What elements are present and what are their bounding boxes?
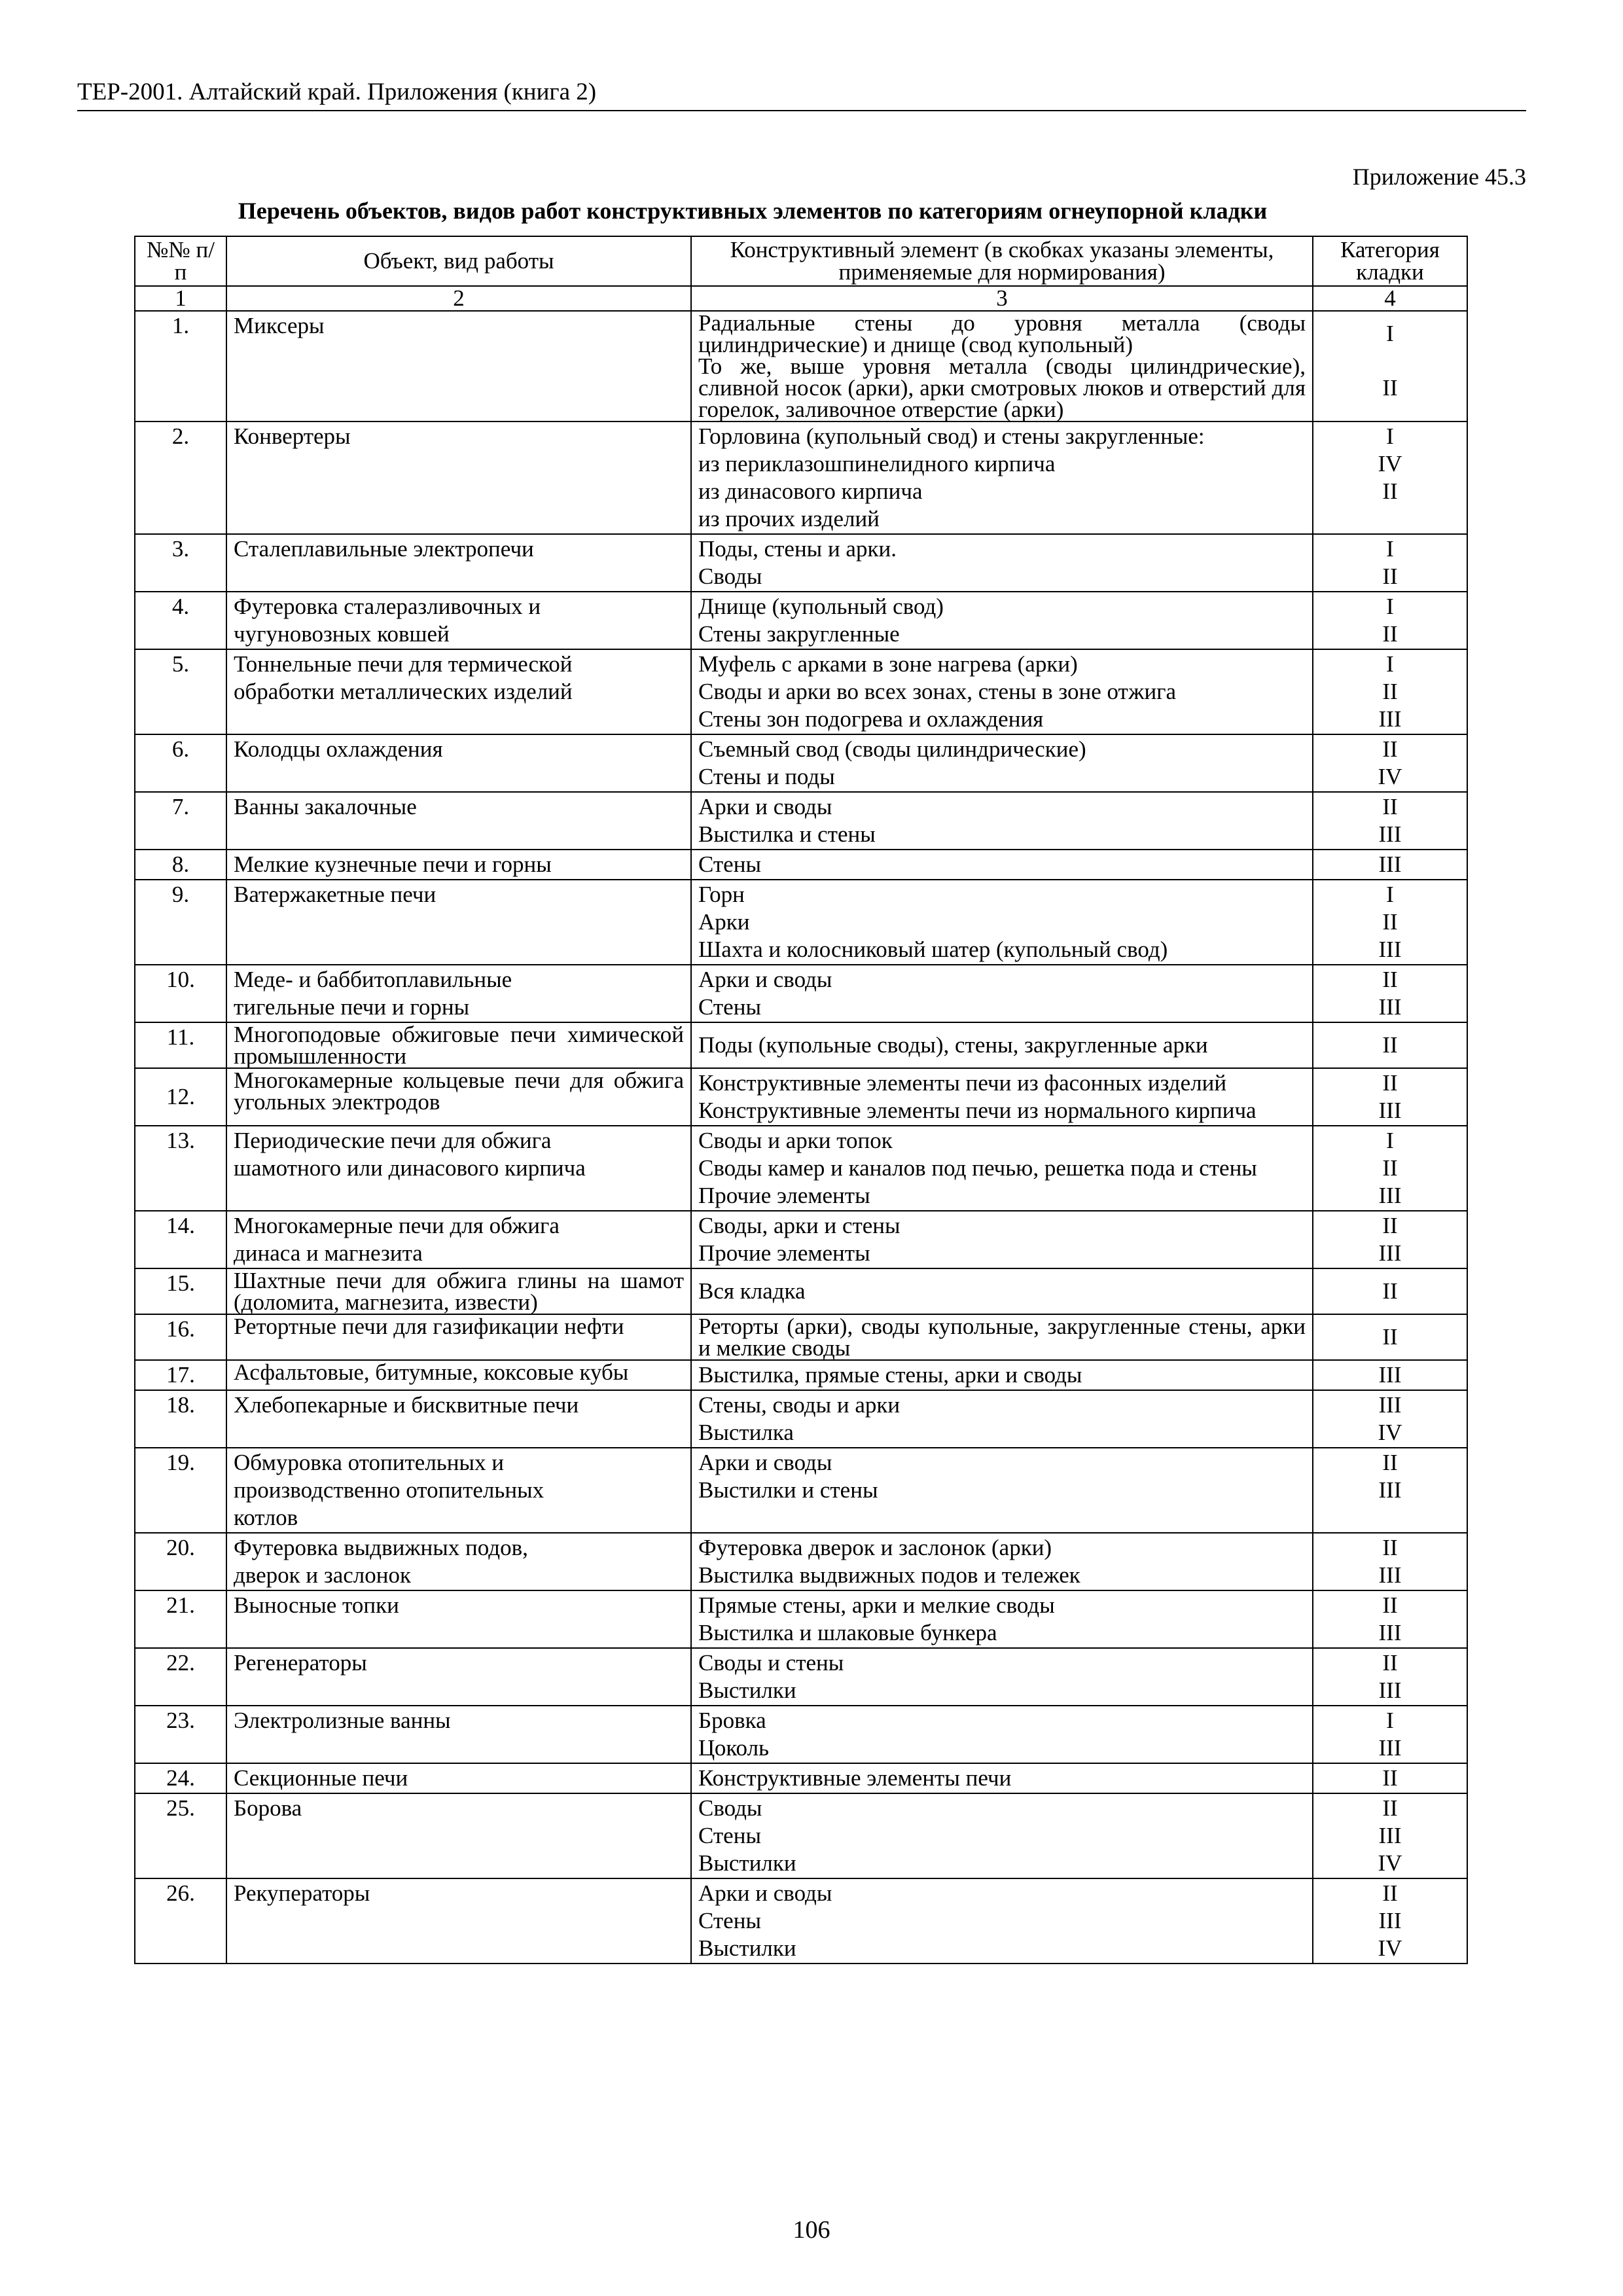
category-value: II	[1382, 1032, 1398, 1058]
category-value: II	[1382, 1535, 1398, 1560]
table-row	[135, 880, 1467, 965]
element-cell	[691, 1793, 1313, 1878]
element-cell	[691, 534, 1313, 592]
object-cell	[226, 1763, 691, 1793]
object-cell	[226, 1022, 691, 1068]
element-cell	[691, 1878, 1313, 1964]
row-number: 21.	[135, 1590, 226, 1648]
element-text: То же, выше уровня металла (своды цилиндрические), сливной носок (арки), арки смотровых люков и отверстий для горелок, заливочное отверстие (арки)	[698, 353, 1306, 422]
element-text: Поды (купольные своды), стены, закругленные арки	[698, 1032, 1208, 1058]
object-text: обработки металлических изделий	[234, 679, 573, 704]
object-text: Тоннельные печи для термической	[234, 651, 573, 677]
element-text: Своды камер и каналов под печью, решетка пода и стены	[698, 1155, 1257, 1181]
category-value: II	[1382, 1880, 1398, 1906]
category-value: III	[1378, 1562, 1402, 1588]
object-text: Многоподовые обжиговые печи химической промышленности	[234, 1022, 684, 1069]
element-text: Стены	[698, 1908, 761, 1933]
row-number: 6.	[135, 734, 226, 792]
category-cell	[1313, 1793, 1467, 1878]
header-num: №№ п/п	[135, 236, 226, 286]
element-text: Арки	[698, 909, 750, 935]
element-text: Реторты (арки), своды купольные, закругленные стены, арки и мелкие своды	[698, 1314, 1306, 1361]
table-row	[135, 311, 1467, 422]
table-row	[135, 422, 1467, 534]
element-text: Прочие элементы	[698, 1183, 870, 1208]
element-text: Выстилки	[698, 1850, 796, 1876]
element-text: Стены и поды	[698, 764, 835, 789]
category-cell	[1313, 592, 1467, 649]
table-body	[135, 311, 1467, 1964]
object-text: Ретортные печи для газификации нефти	[234, 1314, 624, 1339]
category-value: IV	[1378, 764, 1402, 789]
header-category: Категория кладки	[1313, 236, 1467, 286]
category-value: IV	[1378, 1935, 1402, 1961]
table-row	[135, 1793, 1467, 1878]
object-text: Борова	[234, 1795, 302, 1821]
category-value: II	[1382, 1155, 1398, 1181]
element-text: Цоколь	[698, 1735, 770, 1761]
category-value: II	[1382, 794, 1398, 819]
row-number: 24.	[135, 1763, 226, 1793]
row-number: 17.	[135, 1360, 226, 1390]
category-value: III	[1378, 1677, 1402, 1703]
object-cell	[226, 1390, 691, 1448]
category-cell	[1313, 1126, 1467, 1211]
row-number: 20.	[135, 1533, 226, 1590]
table-row	[135, 1211, 1467, 1268]
element-text: из периклазошпинелидного кирпича	[698, 451, 1056, 476]
element-text: Арки и своды	[698, 1880, 832, 1906]
element-cell	[691, 311, 1313, 422]
object-cell	[226, 880, 691, 965]
element-cell	[691, 1706, 1313, 1763]
object-cell	[226, 965, 691, 1022]
object-text: Футеровка выдвижных подов,	[234, 1535, 528, 1560]
category-cell	[1313, 1533, 1467, 1590]
category-cell	[1313, 1763, 1467, 1793]
row-number: 2.	[135, 422, 226, 534]
object-text: Регенераторы	[234, 1650, 367, 1676]
element-cell	[691, 1648, 1313, 1706]
category-value: II	[1382, 1592, 1398, 1618]
category-value: III	[1378, 937, 1402, 962]
category-value: II	[1382, 1278, 1398, 1304]
category-value: II	[1382, 1324, 1398, 1350]
object-cell	[226, 1314, 691, 1360]
object-cell	[226, 534, 691, 592]
table-row	[135, 649, 1467, 734]
object-text: Конвертеры	[234, 423, 351, 449]
object-text: Периодические печи для обжига	[234, 1128, 552, 1153]
row-number: 3.	[135, 534, 226, 592]
category-value: II	[1382, 564, 1398, 589]
object-cell	[226, 1706, 691, 1763]
category-value: I	[1386, 423, 1394, 449]
element-text: Своды и арки топок	[698, 1128, 893, 1153]
element-text: Выстилка и стены	[698, 821, 876, 847]
object-cell	[226, 422, 691, 534]
category-value: II	[1382, 1795, 1398, 1821]
element-cell	[691, 1022, 1313, 1068]
element-text: Поды, стены и арки.	[698, 536, 897, 562]
row-number: 22.	[135, 1648, 226, 1706]
object-text: Рекуператоры	[234, 1880, 370, 1906]
object-cell	[226, 1878, 691, 1964]
page-number: 106	[793, 2216, 830, 2244]
row-number: 23.	[135, 1706, 226, 1763]
table-row	[135, 850, 1467, 880]
table-row	[135, 1126, 1467, 1211]
object-text: Ватержакетные печи	[234, 882, 437, 907]
category-value: II	[1382, 1450, 1398, 1475]
category-cell	[1313, 1878, 1467, 1964]
refractory-category-table	[134, 236, 1468, 1964]
element-cell	[691, 649, 1313, 734]
row-number: 1.	[135, 311, 226, 422]
object-text: Многокамерные печи для обжига	[234, 1213, 560, 1238]
table-row	[135, 792, 1467, 850]
element-cell	[691, 1268, 1313, 1314]
row-number: 13.	[135, 1126, 226, 1211]
category-cell	[1313, 1648, 1467, 1706]
header-element: Конструктивный элемент (в скобках указаны элементы, применяемые для нормирования)	[691, 236, 1313, 286]
element-text: из динасового кирпича	[698, 478, 923, 504]
object-text: Меде- и баббитоплавильные	[234, 967, 512, 992]
category-cell	[1313, 850, 1467, 880]
table-row	[135, 1022, 1467, 1068]
row-number: 15.	[135, 1268, 226, 1314]
table-row	[135, 1068, 1467, 1126]
element-text: Выстилки и стены	[698, 1477, 878, 1503]
column-number: 4	[1313, 286, 1467, 311]
element-text: Днище (купольный свод)	[698, 594, 944, 619]
category-value: II	[1382, 1650, 1398, 1676]
category-value: I	[1386, 1128, 1394, 1153]
category-value: II	[1382, 621, 1398, 647]
row-number: 8.	[135, 850, 226, 880]
element-cell	[691, 422, 1313, 534]
object-cell	[226, 311, 691, 422]
table-row	[135, 1878, 1467, 1964]
object-cell	[226, 792, 691, 850]
row-number: 5.	[135, 649, 226, 734]
row-number: 7.	[135, 792, 226, 850]
element-text: Стены закругленные	[698, 621, 900, 647]
object-cell	[226, 592, 691, 649]
row-number: 10.	[135, 965, 226, 1022]
row-number: 4.	[135, 592, 226, 649]
category-value: III	[1378, 1098, 1402, 1123]
element-text: Своды и стены	[698, 1650, 844, 1676]
object-cell	[226, 850, 691, 880]
table-row	[135, 965, 1467, 1022]
category-value: I	[1386, 1708, 1394, 1733]
table-row	[135, 1648, 1467, 1706]
category-cell	[1313, 792, 1467, 850]
object-text: котлов	[234, 1505, 298, 1530]
category-value: III	[1378, 1735, 1402, 1761]
category-cell	[1313, 734, 1467, 792]
row-number: 26.	[135, 1878, 226, 1964]
category-value: III	[1378, 1908, 1402, 1933]
element-text: Конструктивные элементы печи из фасонных изделий	[698, 1070, 1227, 1096]
element-text: Выстилки	[698, 1677, 796, 1703]
object-text: Секционные печи	[234, 1765, 408, 1791]
category-value: II	[1382, 375, 1398, 401]
object-text: Асфальтовые, битумные, коксовые кубы	[234, 1359, 629, 1385]
category-cell	[1313, 1590, 1467, 1648]
table-row	[135, 1360, 1467, 1390]
category-value: I	[1386, 594, 1394, 619]
row-number: 9.	[135, 880, 226, 965]
element-text: Стены	[698, 852, 761, 877]
category-value: II	[1382, 478, 1398, 504]
row-number: 16.	[135, 1314, 226, 1360]
element-cell	[691, 792, 1313, 850]
object-cell	[226, 1533, 691, 1590]
element-text: Горловина (купольный свод) и стены закругленные:	[698, 423, 1205, 449]
object-text: тигельные печи и горны	[234, 994, 470, 1020]
category-value: II	[1382, 736, 1398, 762]
object-text: Миксеры	[234, 313, 325, 338]
category-cell	[1313, 1211, 1467, 1268]
element-cell	[691, 592, 1313, 649]
column-number: 1	[135, 286, 226, 311]
element-text: Своды	[698, 1795, 762, 1821]
category-cell	[1313, 1068, 1467, 1126]
table-row	[135, 734, 1467, 792]
running-header: ТЕР-2001. Алтайский край. Приложения (книга 2)	[77, 77, 1526, 111]
element-text: Муфель с арками в зоне нагрева (арки)	[698, 651, 1078, 677]
category-cell	[1313, 1390, 1467, 1448]
element-text: Арки и своды	[698, 967, 832, 992]
element-text: Конструктивные элементы печи из нормального кирпича	[698, 1098, 1257, 1123]
object-text: динаса и магнезита	[234, 1240, 423, 1266]
category-value: III	[1378, 994, 1402, 1020]
category-cell	[1313, 1360, 1467, 1390]
object-text: дверок и заслонок	[234, 1562, 411, 1588]
table-title: Перечень объектов, видов работ конструктивных элементов по категориям огнеупорной кладки	[238, 198, 1268, 224]
category-value: I	[1386, 882, 1394, 907]
object-text: шамотного или динасового кирпича	[234, 1155, 586, 1181]
category-value: III	[1378, 1392, 1402, 1418]
element-text: Арки и своды	[698, 794, 832, 819]
category-cell	[1313, 649, 1467, 734]
category-cell	[1313, 1022, 1467, 1068]
category-value: III	[1378, 1477, 1402, 1503]
element-text: Стены зон подогрева и охлаждения	[698, 706, 1044, 732]
element-text: Своды	[698, 564, 762, 589]
element-cell	[691, 1533, 1313, 1590]
element-text: Футеровка дверок и заслонок (арки)	[698, 1535, 1052, 1560]
column-number: 3	[691, 286, 1313, 311]
element-cell	[691, 1211, 1313, 1268]
element-text: Своды, арки и стены	[698, 1213, 901, 1238]
element-text: Выстилка	[698, 1420, 794, 1445]
category-value: III	[1378, 1823, 1402, 1848]
object-text: Мелкие кузнечные печи и горны	[234, 852, 552, 877]
category-value: III	[1378, 852, 1402, 877]
object-cell	[226, 1360, 691, 1390]
object-cell	[226, 1793, 691, 1878]
element-cell	[691, 880, 1313, 965]
object-text: Электролизные ванны	[234, 1708, 451, 1733]
category-value: I	[1386, 536, 1394, 562]
row-number: 18.	[135, 1390, 226, 1448]
category-value: IV	[1378, 1850, 1402, 1876]
object-text: чугуновозных ковшей	[234, 621, 450, 647]
element-text: Выстилка выдвижных подов и тележек	[698, 1562, 1080, 1588]
category-value: IV	[1378, 1420, 1402, 1445]
category-value: III	[1378, 1620, 1402, 1645]
object-text: Обмуровка отопительных и	[234, 1450, 504, 1475]
element-cell	[691, 850, 1313, 880]
header-object: Объект, вид работы	[226, 236, 691, 286]
element-cell	[691, 1448, 1313, 1533]
category-cell	[1313, 1706, 1467, 1763]
element-cell	[691, 1126, 1313, 1211]
element-cell	[691, 1360, 1313, 1390]
category-value: II	[1382, 967, 1398, 992]
table-row	[135, 1533, 1467, 1590]
row-number: 19.	[135, 1448, 226, 1533]
element-text: Шахта и колосниковый шатер (купольный свод)	[698, 937, 1168, 962]
table-row	[135, 1763, 1467, 1793]
category-value: I	[1386, 321, 1394, 346]
element-text: Выстилка и шлаковые бункера	[698, 1620, 997, 1645]
row-number: 14.	[135, 1211, 226, 1268]
element-text: Своды и арки во всех зонах, стены в зоне отжига	[698, 679, 1177, 704]
category-cell	[1313, 1448, 1467, 1533]
object-cell	[226, 649, 691, 734]
table-row	[135, 1706, 1467, 1763]
element-cell	[691, 1763, 1313, 1793]
category-value: II	[1382, 679, 1398, 704]
category-value: III	[1378, 821, 1402, 847]
element-text: Прочие элементы	[698, 1240, 870, 1266]
element-text: из прочих изделий	[698, 506, 880, 531]
object-text: Колодцы охлаждения	[234, 736, 443, 762]
table-row	[135, 1268, 1467, 1314]
column-number: 2	[226, 286, 691, 311]
object-cell	[226, 1648, 691, 1706]
element-text: Выстилки	[698, 1935, 796, 1961]
category-value: II	[1382, 1213, 1398, 1238]
object-cell	[226, 1590, 691, 1648]
element-text: Выстилка, прямые стены, арки и своды	[698, 1362, 1082, 1388]
object-text: Футеровка сталеразливочных и	[234, 594, 541, 619]
element-text: Горн	[698, 882, 745, 907]
category-value: III	[1378, 1183, 1402, 1208]
element-cell	[691, 965, 1313, 1022]
category-cell	[1313, 422, 1467, 534]
category-value: III	[1378, 1362, 1402, 1388]
appendix-label: Приложение 45.3	[1352, 164, 1526, 190]
column-number-row	[135, 286, 1467, 311]
row-number: 25.	[135, 1793, 226, 1878]
table-row	[135, 1314, 1467, 1360]
object-cell	[226, 1068, 691, 1126]
category-value: IV	[1378, 451, 1402, 476]
table-row	[135, 1590, 1467, 1648]
object-cell	[226, 734, 691, 792]
element-text: Съемный свод (своды цилиндрические)	[698, 736, 1086, 762]
category-value: II	[1382, 909, 1398, 935]
table-row	[135, 592, 1467, 649]
element-text: Бровка	[698, 1708, 766, 1733]
element-text: Вся кладка	[698, 1278, 806, 1304]
element-text: Стены, своды и арки	[698, 1392, 901, 1418]
table-header-row	[135, 236, 1467, 286]
object-cell	[226, 1268, 691, 1314]
object-text: Шахтные печи для обжига глины на шамот (доломита, магнезита, извести)	[234, 1268, 684, 1315]
table-row	[135, 534, 1467, 592]
element-text: Арки и своды	[698, 1450, 832, 1475]
element-cell	[691, 734, 1313, 792]
object-text: Выносные топки	[234, 1592, 399, 1618]
element-text: Стены	[698, 994, 761, 1020]
element-text: Конструктивные элементы печи	[698, 1765, 1012, 1791]
category-cell	[1313, 880, 1467, 965]
category-value: II	[1382, 1070, 1398, 1096]
object-cell	[226, 1211, 691, 1268]
object-text: производственно отопительных	[234, 1477, 544, 1503]
element-cell	[691, 1590, 1313, 1648]
category-value: I	[1386, 651, 1394, 677]
element-text: Радиальные стены до уровня металла (своды цилиндрические) и днище (свод купольный)	[698, 310, 1306, 357]
row-number: 12.	[135, 1068, 226, 1126]
element-text: Прямые стены, арки и мелкие своды	[698, 1592, 1055, 1618]
object-cell	[226, 1448, 691, 1533]
element-cell	[691, 1390, 1313, 1448]
element-cell	[691, 1068, 1313, 1126]
category-cell	[1313, 1268, 1467, 1314]
table-row	[135, 1390, 1467, 1448]
table-row	[135, 1448, 1467, 1533]
object-cell	[226, 1126, 691, 1211]
category-cell	[1313, 311, 1467, 422]
element-cell	[691, 1314, 1313, 1360]
category-value: III	[1378, 1240, 1402, 1266]
row-number: 11.	[135, 1022, 226, 1068]
object-text: Ванны закалочные	[234, 794, 417, 819]
object-text: Многокамерные кольцевые печи для обжига угольных электродов	[234, 1067, 684, 1115]
category-value: III	[1378, 706, 1402, 732]
category-cell	[1313, 534, 1467, 592]
object-text: Хлебопекарные и бисквитные печи	[234, 1392, 579, 1418]
object-text: Сталеплавильные электропечи	[234, 536, 534, 562]
category-cell	[1313, 1314, 1467, 1360]
category-cell	[1313, 965, 1467, 1022]
element-text: Стены	[698, 1823, 761, 1848]
category-value: II	[1382, 1765, 1398, 1791]
